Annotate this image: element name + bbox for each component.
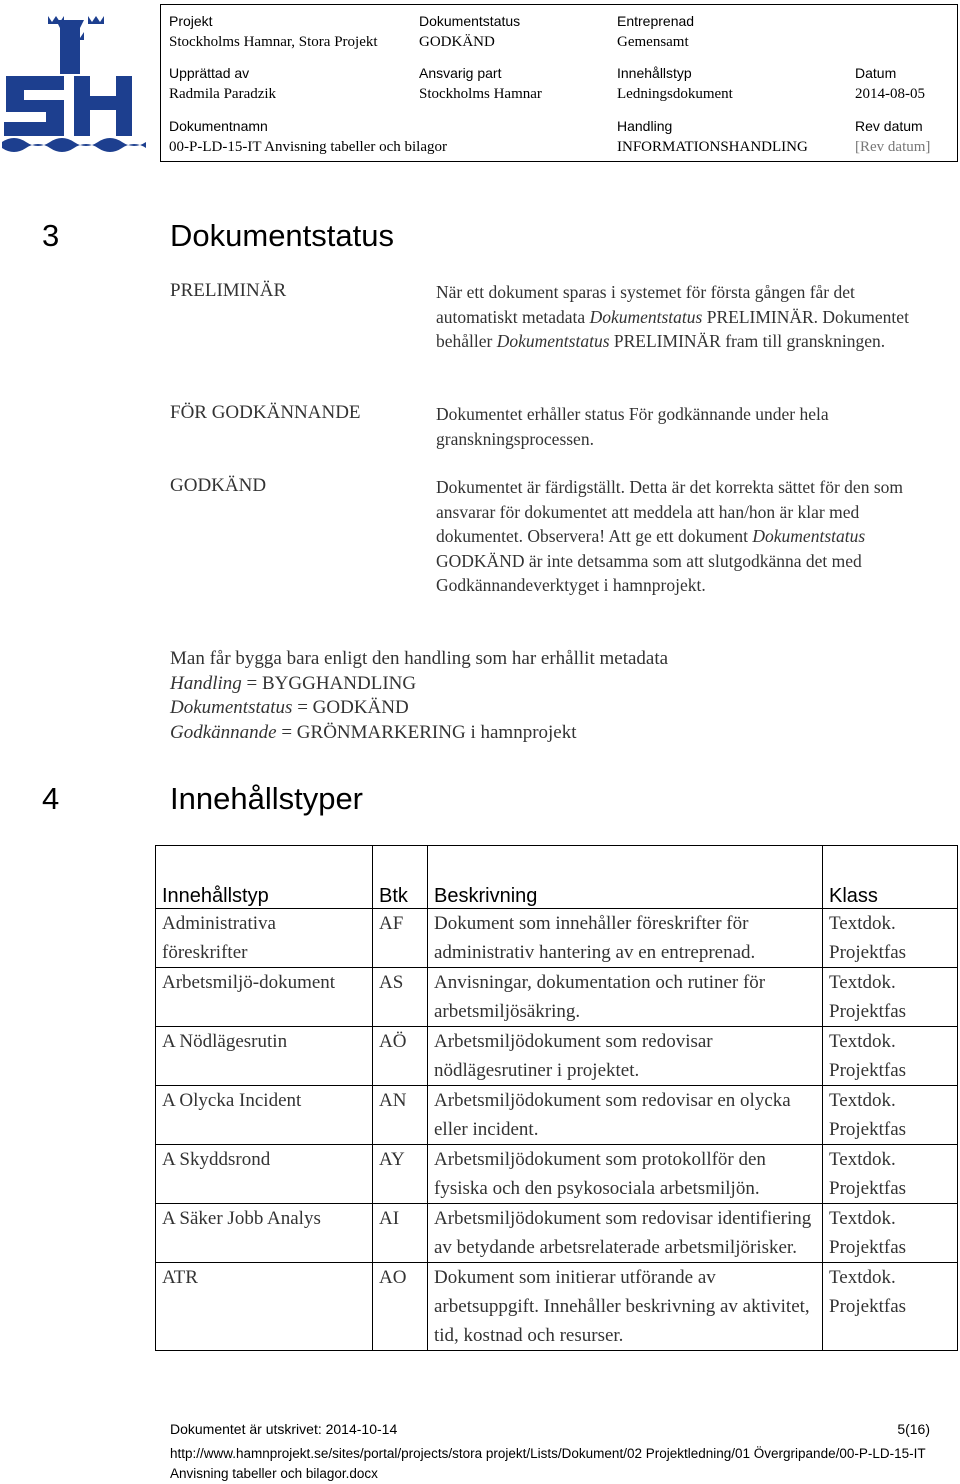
section-3-number: 3 xyxy=(42,218,60,253)
cell-beskrivning: Anvisningar, dokumentation och rutiner för arbetsmiljösäkring. xyxy=(428,968,823,1027)
handling-label: Handling xyxy=(617,118,673,134)
cell-klass: Textdok. Projektfas xyxy=(823,1263,958,1351)
table-body xyxy=(156,909,958,1351)
upprattad-label: Upprättad av xyxy=(169,65,250,81)
revdatum-value: [Rev datum] xyxy=(855,139,931,155)
entreprenad-label: Entreprenad xyxy=(617,13,695,29)
cell-btk: AI xyxy=(373,1204,428,1263)
cell-beskrivning: Arbetsmiljödokument som redovisar nödlägesrutiner i projektet. xyxy=(428,1027,823,1086)
status-desc-godkand: Dokumentet är färdigställt. Detta är det korrekta sättet för den som ansvarar för dokumentet att meddela att han/hon är klar med dokumentet. Observera! Att ge ett dokument Dokumentstatus GODKÄND är inte detsamma som att slutgodkänna det med Godkännandeverktyget i hamnprojekt. xyxy=(436,477,903,595)
table-row xyxy=(156,1086,958,1145)
cell-btk: AÖ xyxy=(373,1027,428,1086)
status-desc-for-godkannande: Dokumentet erhåller status För godkännande under hela granskningsprocessen. xyxy=(436,404,829,449)
cell-btk: AN xyxy=(373,1086,428,1145)
footer-document-url[interactable]: http://www.hamnprojekt.se/sites/portal/projects/stora projekt/Lists/Dokument/02 Projektledning/01 Övergripande/00-P-LD-15-IT Anvisning tabeller och bilagor.docx xyxy=(170,1446,926,1481)
footer-page-number: 5(16) xyxy=(897,1421,930,1437)
table-row xyxy=(156,909,958,968)
cell-innehallstyp: A Olycka Incident xyxy=(156,1086,373,1145)
table-row xyxy=(156,1263,958,1351)
status-term-godkand: GODKÄND xyxy=(170,475,267,496)
table-row xyxy=(156,1027,958,1086)
column-header-beskrivning: Beskrivning xyxy=(428,846,823,909)
column-header-klass: Klass xyxy=(823,846,958,909)
build-rule-intro: Man får bygga bara enligt den handling som har erhållit metadata xyxy=(170,648,669,669)
ansvarig-label: Ansvarig part xyxy=(419,65,502,81)
content-types-table xyxy=(155,845,958,1351)
cell-klass: Textdok. Projektfas xyxy=(823,1086,958,1145)
section-4-number: 4 xyxy=(42,781,60,816)
dokumentnamn-value: 00-P-LD-15-IT Anvisning tabeller och bilagor xyxy=(169,139,447,155)
datum-label: Datum xyxy=(855,65,897,81)
cell-klass: Textdok. Projektfas xyxy=(823,1204,958,1263)
projekt-label: Projekt xyxy=(169,13,213,29)
stockholms-hamnar-logo xyxy=(0,10,150,160)
dokumentstatus-label: Dokumentstatus xyxy=(419,13,521,29)
handling-value: INFORMATIONSHANDLING xyxy=(617,139,808,155)
status-term-preliminar: PRELIMINÄR xyxy=(170,280,287,301)
build-rule-godkannande: Godkännande = GRÖNMARKERING i hamnprojekt xyxy=(170,721,577,743)
innehallstyp-label: Innehållstyp xyxy=(617,65,692,81)
cell-beskrivning: Arbetsmiljödokument som redovisar identifiering av betydande arbetsrelaterade arbetsmiljörisker. xyxy=(428,1204,823,1263)
cell-klass: Textdok. Projektfas xyxy=(823,909,958,968)
cell-innehallstyp: Administrativa föreskrifter xyxy=(156,909,373,968)
datum-value: 2014-08-05 xyxy=(855,86,925,102)
table-row xyxy=(156,968,958,1027)
upprattad-value: Radmila Paradzik xyxy=(169,86,277,102)
cell-btk: AO xyxy=(373,1263,428,1351)
dokumentstatus-value: GODKÄND xyxy=(419,34,495,50)
build-rule-paragraph xyxy=(170,647,870,745)
section-3-title: Dokumentstatus xyxy=(170,218,394,253)
table-row xyxy=(156,1145,958,1204)
cell-klass: Textdok. Projektfas xyxy=(823,968,958,1027)
dokumentnamn-label: Dokumentnamn xyxy=(169,118,268,134)
cell-innehallstyp: A Skyddsrond xyxy=(156,1145,373,1204)
footer-printed-date: Dokumentet är utskrivet: 2014-10-14 xyxy=(170,1421,398,1437)
table-row xyxy=(156,1204,958,1263)
cell-beskrivning: Arbetsmiljödokument som redovisar en olycka eller incident. xyxy=(428,1086,823,1145)
cell-beskrivning: Arbetsmiljödokument som protokollför den fysiska och den psykosociala arbetsmiljön. xyxy=(428,1145,823,1204)
cell-beskrivning: Dokument som initierar utförande av arbetsuppgift. Innehåller beskrivning av aktivitet, tid, kostnad och resurser. xyxy=(428,1263,823,1351)
column-header-innehallstyp: Innehållstyp xyxy=(156,846,373,909)
cell-klass: Textdok. Projektfas xyxy=(823,1027,958,1086)
projekt-value: Stockholms Hamnar, Stora Projekt xyxy=(169,34,378,50)
cell-innehallstyp: Arbetsmiljö-dokument xyxy=(156,968,373,1027)
entreprenad-value: Gemensamt xyxy=(617,34,689,50)
cell-btk: AF xyxy=(373,909,428,968)
document-header xyxy=(160,4,958,162)
cell-beskrivning: Dokument som innehåller föreskrifter för administrativ hantering av en entreprenad. xyxy=(428,909,823,968)
ansvarig-value: Stockholms Hamnar xyxy=(419,86,542,102)
build-rule-dokumentstatus: Dokumentstatus = GODKÄND xyxy=(170,697,409,718)
status-desc-preliminar: När ett dokument sparas i systemet för första gången får det automatiskt metadata Dokumentstatus PRELIMINÄR. Dokumentet behåller Dokumentstatus PRELIMINÄR fram till granskningen. xyxy=(436,282,909,351)
status-term-for-godkannande: FÖR GODKÄNNANDE xyxy=(170,402,361,423)
cell-btk: AS xyxy=(373,968,428,1027)
cell-btk: AY xyxy=(373,1145,428,1204)
cell-innehallstyp: A Nödlägesrutin xyxy=(156,1027,373,1086)
build-rule-handling: Handling = BYGGHANDLING xyxy=(170,672,417,694)
column-header-btk: Btk xyxy=(373,846,428,909)
cell-klass: Textdok. Projektfas xyxy=(823,1145,958,1204)
innehallstyp-value: Ledningsdokument xyxy=(617,86,733,102)
table-header-row xyxy=(156,846,958,909)
cell-innehallstyp: ATR xyxy=(156,1263,373,1351)
section-4-title: Innehållstyper xyxy=(170,781,364,816)
cell-innehallstyp: A Säker Jobb Analys xyxy=(156,1204,373,1263)
revdatum-label: Rev datum xyxy=(855,118,923,134)
